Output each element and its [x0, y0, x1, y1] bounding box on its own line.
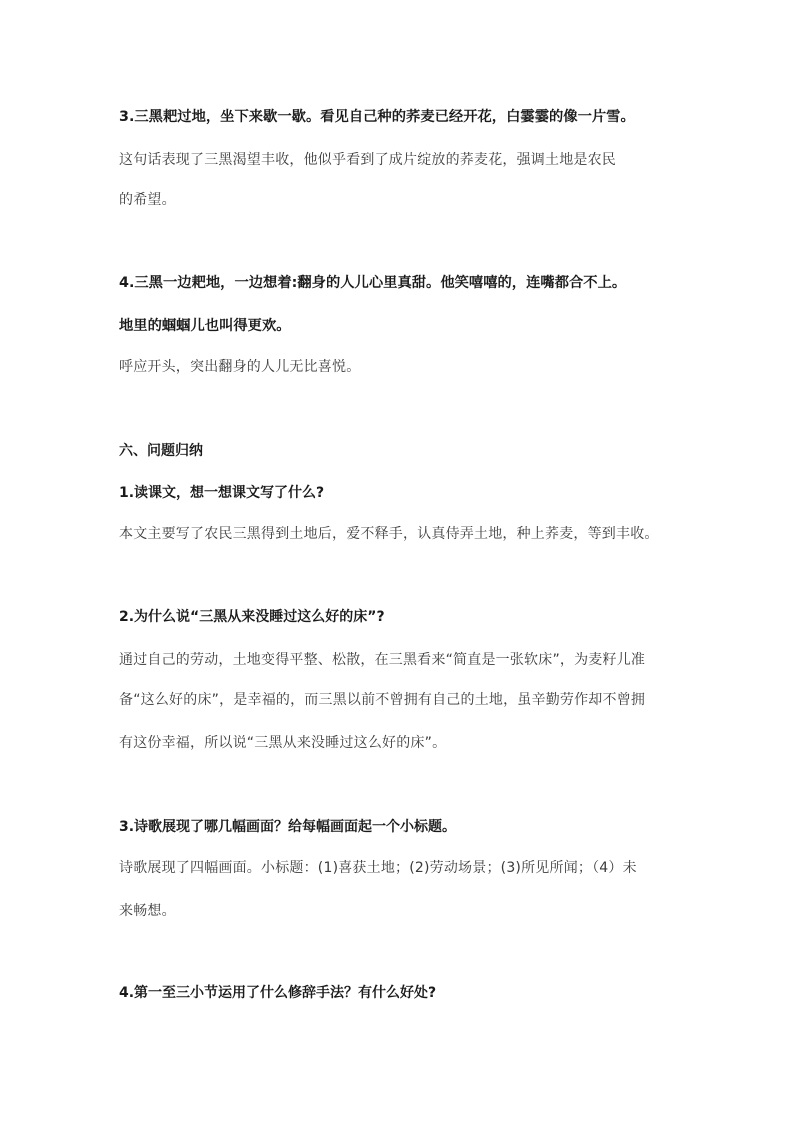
answer-2-line-2: 备“这么好的床”，是幸福的，而三黑以前不曾拥有自己的土地，虽辛勤劳作却不曾拥	[119, 692, 646, 708]
answer-2-line-1: 通过自己的劳动，土地变得平整、松散，在三黑看来“简直是一张软床”，为麦籽儿准	[119, 652, 646, 668]
sentence-analysis-4-text: 呼应开头，突出翻身的人儿无比喜悦。	[119, 359, 361, 375]
question-1: 1.读课文，想一想课文写了什么?	[119, 485, 325, 501]
sentence-analysis-3-text-line-1: 这句话表现了三黑渴望丰收，他似乎看到了成片绽放的荞麦花，强调土地是农民	[119, 152, 616, 168]
answer-1: 本文主要写了农民三黑得到土地后，爱不释手，认真侍弄土地，种上荞麦，等到丰收。	[119, 526, 659, 542]
sentence-analysis-3-text-line-2: 的希望。	[119, 192, 176, 208]
sentence-analysis-3-heading: 3.三黑耙过地，坐下来歇一歇。看见自己种的荞麦已经开花，白霎霎的像一片雪。	[119, 109, 635, 125]
section-heading-question-summary: 六、问题归纳	[119, 443, 203, 459]
question-4: 4.第一至三小节运用了什么修辞手法？有什么好处?	[119, 985, 437, 1001]
sentence-analysis-4-heading-line-1: 4.三黑一边耙地，一边想着:翻身的人儿心里真甜。他笑嘻嘻的，连嘴都合不上。	[119, 275, 627, 291]
answer-3-line-2: 来畅想。	[119, 903, 176, 919]
question-2: 2.为什么说“三黑从来没睡过这么好的床”?	[119, 609, 385, 625]
question-3: 3.诗歌展现了哪几幅画面？给每幅画面起一个小标题。	[119, 819, 457, 835]
answer-3-line-1: 诗歌展现了四幅画面。小标题：(1)喜获土地；(2)劳动场景；(3)所见所闻；（4）未	[119, 860, 637, 876]
sentence-analysis-4-heading-line-2: 地里的蝈蝈儿也叫得更欢。	[119, 318, 291, 334]
answer-2-line-3: 有这份幸福，所以说“三黑从来没睡过这么好的床”。	[119, 735, 447, 751]
